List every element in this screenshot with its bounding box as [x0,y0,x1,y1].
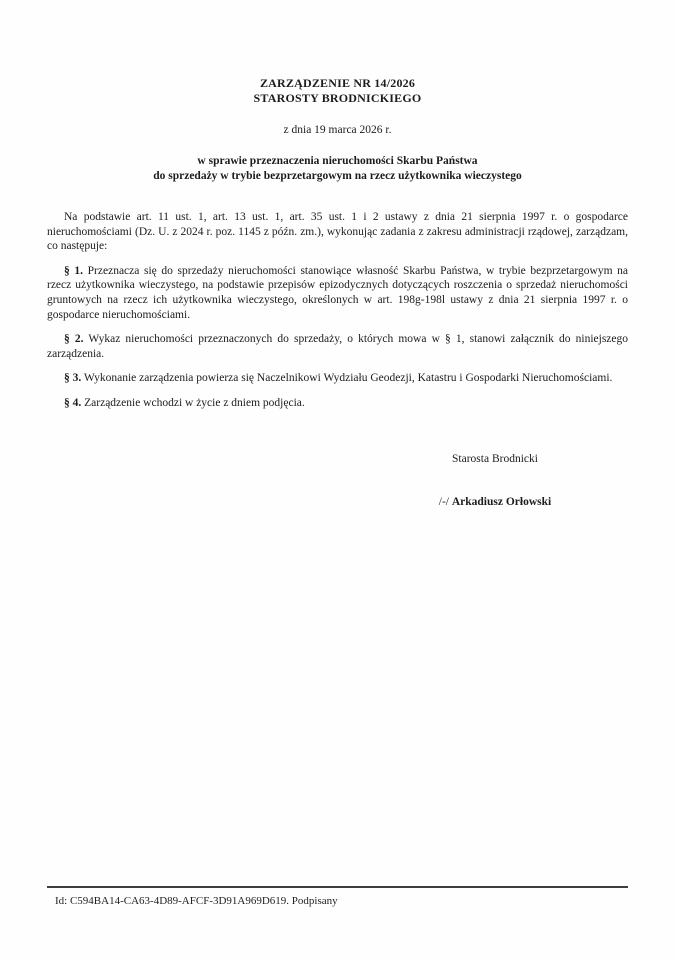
section-marker-3: § 3. [64,372,82,385]
section-text-3: Wykonanie zarządzenia powierza się Naczelnikowi Wydziału Geodezji, Katastru i Gospodarki Nieruchomościami. [83,372,613,385]
preamble-paragraph: Na podstawie art. 11 ust. 1, art. 13 ust. 1, art. 35 ust. 1 i 2 ustawy z dnia 21 sierpnia 1997 r. o gospodarce nieruchomościami (Dz. U. z 2024 r. poz. 1145 z późn. zm.), wykonując zadania z zakresu administracji rządowej, zarządzam, co następuje: [47,211,628,253]
document-date: z dnia 19 marca 2026 r. [283,124,392,136]
signatory-role: Starosta Brodnicki [452,453,538,465]
document-header [0,0,675,184]
section-paragraph-3 [47,371,628,386]
ordinance-number: ZARZĄDZENIE NR 14/2026 [259,76,416,90]
section-paragraph-2 [47,332,628,361]
section-text-4: Zarządzenie wchodzi w życie z dniem podjęcia. [84,396,305,409]
signature-prefix: /-/ [438,496,449,508]
section-paragraph-4 [47,396,628,411]
document-subject [0,154,675,184]
document-title [0,76,675,106]
signature-block [345,452,645,509]
issuing-authority: STAROSTY BRODNICKIEGO [253,91,422,105]
section-marker-2: § 2. [64,333,84,346]
signatory-name: Arkadiusz Orłowski [451,496,552,508]
subject-line-1: w sprawie przeznaczenia nieruchomości Skarbu Państwa [197,155,478,167]
document-footer [47,886,628,908]
document-body [47,210,628,411]
subject-line-2: do sprzedaży w trybie bezprzetargowym na rzecz użytkownika wieczystego [153,170,522,182]
document-id: Id: C594BA14-CA63-4D89-AFCF-3D91A969D619. Podpisany [55,895,338,907]
section-paragraph-1 [47,264,628,322]
section-text-1: Przeznacza się do sprzedaży nieruchomości stanowiące własność Skarbu Państwa, w trybie bezprzetargowym na rzecz użytkownika wieczystego, na podstawie przepisów epizodycznych dotyczących roszczenia o sprzedaż nieruchomości gruntowych na rzecz ich użytkownika wieczystego, określonych w art. 198g-198l ustawy z dnia 21 sierpnia 1997 r. o gospodarce nieruchomościami. [47,264,629,321]
signatory-name-line [345,495,645,509]
section-marker-4: § 4. [64,396,82,409]
section-text-2: Wykaz nieruchomości przeznaczonych do sprzedaży, o których mowa w § 1, stanowi załącznik do niniejszego zarządzenia. [47,333,629,360]
section-marker-1: § 1. [64,264,84,277]
